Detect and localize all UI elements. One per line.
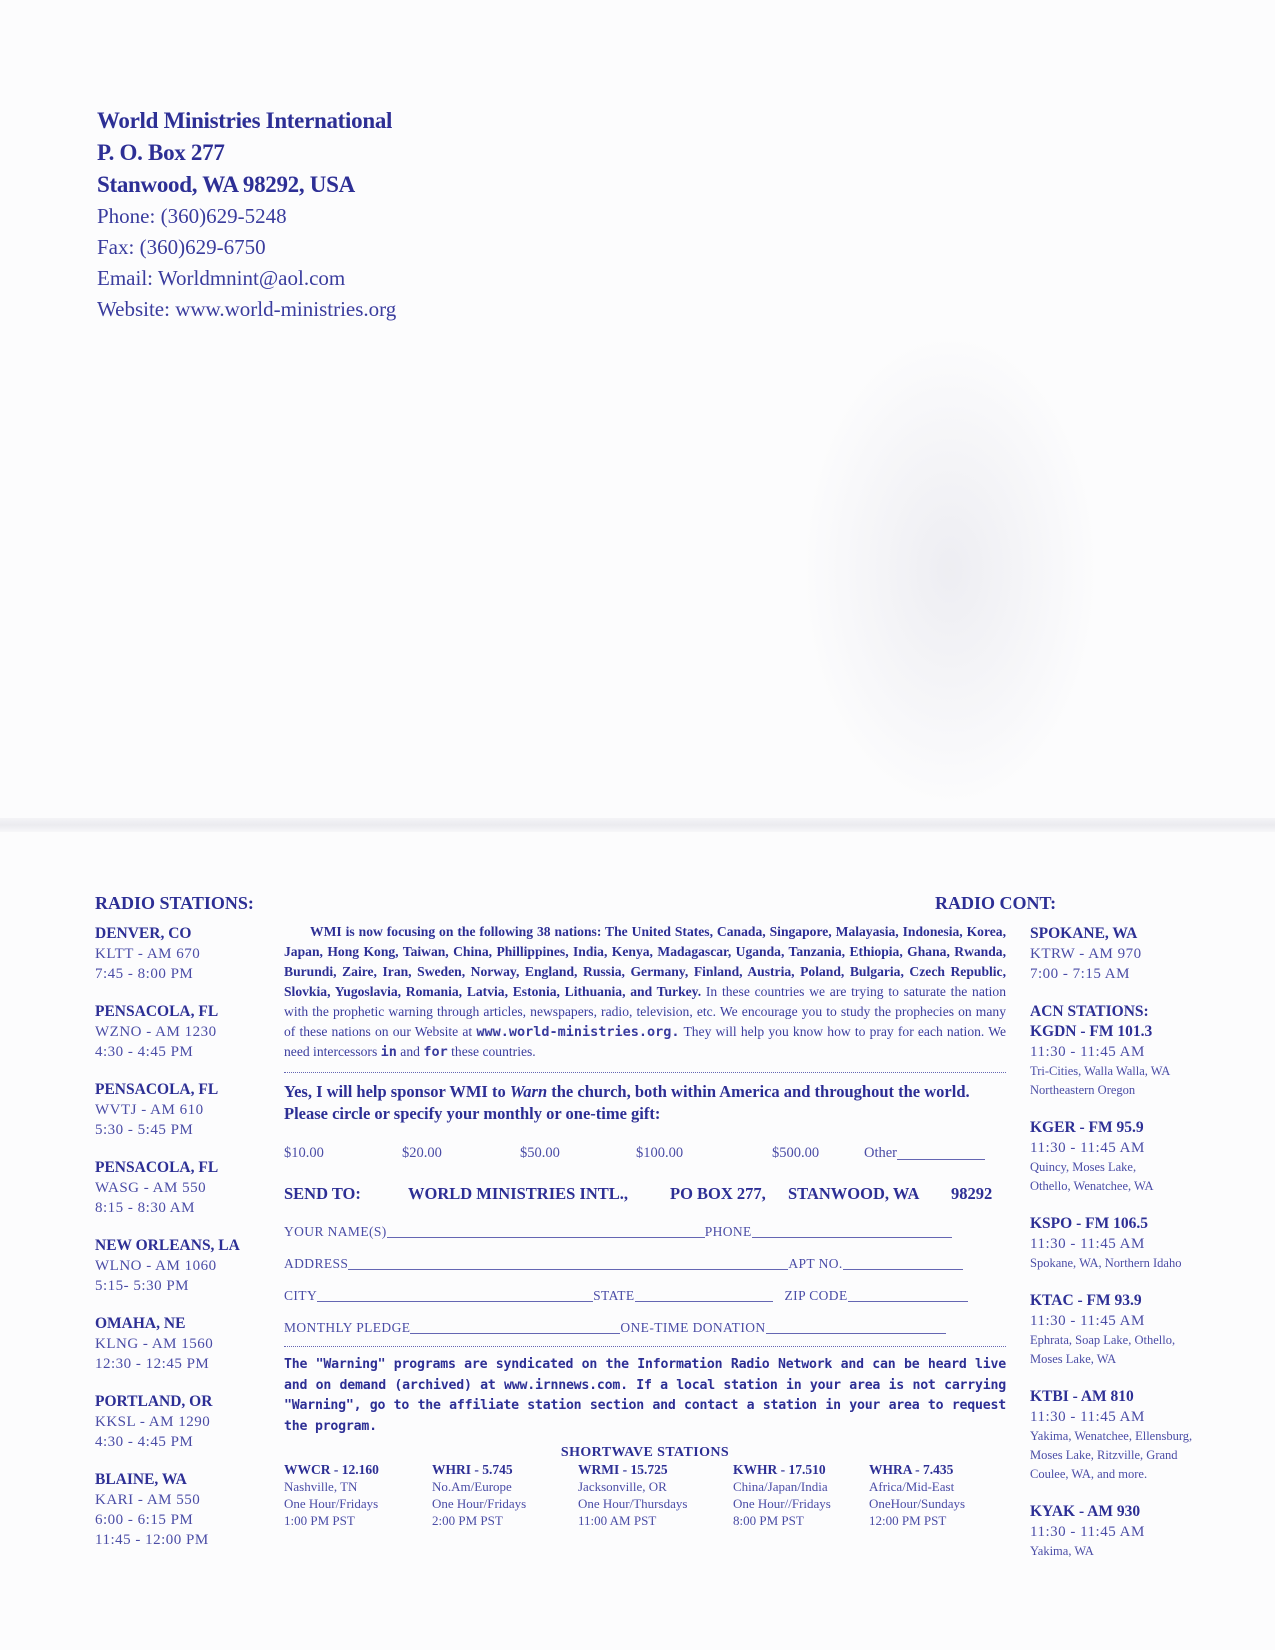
- focus-nations: WMI is now focusing on the following 38 nations: The United States, Canada, Singapore, Malayasia, Indonesia, Korea, Japan, Hong Kong, Taiwan, China, Phillippines, India, Kenya, Madagascar, Uganda, Tanzania, Ethiopia, Ghana, Rwanda, Burundi, Zaire, Iran, Sweden, Norway, England, Russia, Germany, Finland, Austria, Poland, Bulgaria, Czech Republic, Slovkia, Yugoslavia, Romania, Latvia, Estonia, Lithuania, and Turkey.: [284, 924, 1006, 999]
- focus-text: these countries.: [447, 1044, 536, 1059]
- station-time: 11:30 - 11:45 AM: [1030, 1044, 1145, 1060]
- send-to-label: SEND TO:: [284, 1184, 361, 1203]
- form-row-city: [284, 1286, 1006, 1304]
- station-item: [1030, 1118, 1230, 1196]
- amount-option[interactable]: $20.00: [402, 1145, 442, 1161]
- station-time: 11:30 - 11:45 AM: [1030, 1236, 1145, 1252]
- sw-name: WHRA - 7.435: [869, 1462, 954, 1477]
- address-label: ADDRESS: [284, 1256, 349, 1271]
- station-city: BLAINE, WA: [95, 1471, 187, 1488]
- state-field[interactable]: [635, 1287, 773, 1302]
- station-time: 11:30 - 11:45 AM: [1030, 1524, 1145, 1540]
- sw-sched: One Hour/Fridays: [284, 1496, 379, 1511]
- sponsor-warn: Warn: [509, 1082, 548, 1101]
- shortwave-list: [284, 1461, 1006, 1529]
- zip-label: ZIP CODE: [784, 1288, 848, 1303]
- station-time: 11:30 - 11:45 AM: [1030, 1409, 1145, 1425]
- station-time: 11:30 - 11:45 AM: [1030, 1140, 1145, 1156]
- send-to-zip: 98292: [951, 1184, 993, 1203]
- sw-time: 11:00 AM PST: [578, 1513, 657, 1528]
- onetime-field[interactable]: [766, 1319, 946, 1334]
- send-to-box: PO BOX 277,: [670, 1184, 766, 1203]
- dotted-divider: [284, 1346, 1006, 1347]
- amount-option[interactable]: $10.00: [284, 1145, 324, 1161]
- form-row-donation: [284, 1318, 1006, 1336]
- station-call: WLNO - AM 1060: [95, 1258, 217, 1274]
- station-time: 7:00 - 7:15 AM: [1030, 966, 1130, 982]
- name-label: YOUR NAME(S): [284, 1224, 387, 1239]
- phone: Phone: (360)629-5248: [97, 204, 287, 228]
- station-time: 7:45 - 8:00 PM: [95, 966, 194, 982]
- paper-shadow: [800, 330, 1100, 810]
- station-area: Tri-Cities, Walla Walla, WA: [1030, 1064, 1171, 1078]
- station-area: Ephrata, Soap Lake, Othello,: [1030, 1333, 1176, 1347]
- station-area: Moses Lake, Ritzville, Grand: [1030, 1448, 1178, 1462]
- station-call: KLTT - AM 670: [95, 946, 201, 962]
- station-time: 4:30 - 4:45 PM: [95, 1434, 194, 1450]
- station-item: [95, 1002, 275, 1062]
- name-field[interactable]: [387, 1223, 705, 1238]
- warning-paragraph: The "Warning" programs are syndicated on the Information Radio Network and can be heard live and on demand (archived) at www.irnnews.com. If a local station in your area is not carrying "Warning", go to the affiliate station section and contact a station in your area to request the program.: [284, 1357, 1006, 1434]
- station-call: KYAK - AM 930: [1030, 1503, 1141, 1520]
- center-content: [284, 922, 1006, 1529]
- station-call: KGER - FM 95.9: [1030, 1119, 1144, 1136]
- sw-loc: No.Am/Europe: [432, 1479, 512, 1494]
- sw-loc: Jacksonville, OR: [578, 1479, 667, 1494]
- sw-sched: One Hour//Fridays: [733, 1496, 831, 1511]
- station-item: [95, 1158, 275, 1218]
- station-time: 8:15 - 8:30 AM: [95, 1200, 195, 1216]
- zip-field[interactable]: [848, 1287, 968, 1302]
- station-city: ACN STATIONS:: [1030, 1003, 1149, 1020]
- org-name: World Ministries International: [97, 108, 393, 133]
- station-item: [1030, 1291, 1230, 1369]
- station-city: OMAHA, NE: [95, 1315, 186, 1332]
- sw-name: WRMI - 15.725: [578, 1462, 668, 1477]
- sw-time: 2:00 PM PST: [432, 1513, 503, 1528]
- station-city: NEW ORLEANS, LA: [95, 1237, 240, 1254]
- station-city: PENSACOLA, FL: [95, 1159, 219, 1176]
- station-call: KTBI - AM 810: [1030, 1388, 1134, 1405]
- focus-paragraph: [284, 922, 1006, 1062]
- fax: Fax: (360)629-6750: [97, 235, 266, 259]
- send-to-city: STANWOOD, WA: [788, 1184, 920, 1203]
- city-line: Stanwood, WA 98292, USA: [97, 172, 355, 197]
- other-label: Other: [864, 1145, 898, 1161]
- shortwave-item: [733, 1461, 869, 1529]
- right-station-list: [1030, 924, 1230, 1579]
- station-city: DENVER, CO: [95, 925, 192, 942]
- fold-line: [0, 818, 1275, 832]
- station-call: WZNO - AM 1230: [95, 1024, 217, 1040]
- gift-amounts: [284, 1145, 1006, 1162]
- po-box: P. O. Box 277: [97, 140, 225, 165]
- website: Website: www.world-ministries.org: [97, 297, 397, 321]
- station-item: [1030, 1002, 1230, 1100]
- focus-text: and: [396, 1044, 424, 1059]
- station-time: 11:45 - 12:00 PM: [95, 1532, 209, 1548]
- station-city: SPOKANE, WA: [1030, 925, 1138, 942]
- station-item: [95, 924, 275, 984]
- address-field[interactable]: [348, 1255, 788, 1270]
- shortwave-item: [432, 1461, 578, 1529]
- apt-field[interactable]: [843, 1255, 963, 1270]
- onetime-label: ONE-TIME DONATION: [620, 1320, 766, 1335]
- sw-loc: Nashville, TN: [284, 1479, 358, 1494]
- station-area: Quincy, Moses Lake,: [1030, 1160, 1137, 1174]
- send-to-name: WORLD MINISTRIES INTL.,: [408, 1184, 629, 1203]
- station-call: KLNG - AM 1560: [95, 1336, 214, 1352]
- station-time: 4:30 - 4:45 PM: [95, 1044, 194, 1060]
- station-item: [95, 1314, 275, 1374]
- sponsor-after: the church, both within America and throughout the world. Please circle or specify your monthly or one-time gift:: [284, 1082, 970, 1123]
- sw-sched: OneHour/Sundays: [869, 1496, 966, 1511]
- station-item: [1030, 1214, 1230, 1273]
- station-call: KSPO - FM 106.5: [1030, 1215, 1148, 1232]
- station-call: WASG - AM 550: [95, 1180, 207, 1196]
- phone-field[interactable]: [752, 1223, 952, 1238]
- station-area: Yakima, WA: [1030, 1544, 1094, 1558]
- station-item: [1030, 1387, 1230, 1484]
- form-row-address: [284, 1254, 1006, 1272]
- station-item: [95, 1236, 275, 1296]
- focus-website[interactable]: www.world-ministries.org.: [476, 1024, 680, 1040]
- station-item: [95, 1080, 275, 1140]
- focus-text: In these countries we are trying to saturate the nation with the prophetic warning through articles, newspapers, radio, television, etc. We encourage you to study the prophecies on many of these nations on our Website at: [284, 984, 1006, 1039]
- sw-sched: One Hour/Thursdays: [578, 1496, 688, 1511]
- left-station-list: [95, 924, 275, 1568]
- station-area: Othello, Wenatchee, WA: [1030, 1179, 1154, 1193]
- sw-name: KWHR - 17.510: [733, 1462, 826, 1477]
- shortwave-title: SHORTWAVE STATIONS: [560, 1445, 730, 1460]
- station-call: KTRW - AM 970: [1030, 946, 1142, 962]
- focus-for: for: [423, 1044, 448, 1060]
- station-time: 5:15- 5:30 PM: [95, 1278, 190, 1294]
- station-area: Yakima, Wenatchee, Ellensburg,: [1030, 1429, 1193, 1443]
- sw-sched: One Hour/Fridays: [432, 1496, 527, 1511]
- station-call: KGDN - FM 101.3: [1030, 1023, 1153, 1040]
- station-area: Northeastern Oregon: [1030, 1083, 1136, 1097]
- amount-option[interactable]: $50.00: [520, 1145, 560, 1161]
- sw-name: WWCR - 12.160: [284, 1462, 379, 1477]
- amount-option[interactable]: $100.00: [636, 1145, 684, 1161]
- station-call: KKSL - AM 1290: [95, 1414, 211, 1430]
- sw-time: 1:00 PM PST: [284, 1513, 355, 1528]
- station-city: PENSACOLA, FL: [95, 1081, 219, 1098]
- monthly-label: MONTHLY PLEDGE: [284, 1320, 411, 1335]
- station-area: Spokane, WA, Northern Idaho: [1030, 1256, 1182, 1270]
- station-time: 12:30 - 12:45 PM: [95, 1356, 210, 1372]
- sw-loc: China/Japan/India: [733, 1479, 828, 1494]
- city-field[interactable]: [317, 1287, 593, 1302]
- station-item: [95, 1470, 275, 1550]
- monthly-field[interactable]: [410, 1319, 620, 1334]
- email: Email: Worldmnint@aol.com: [97, 266, 346, 290]
- sw-time: 12:00 PM PST: [869, 1513, 947, 1528]
- shortwave-item: [869, 1461, 999, 1529]
- station-time: 11:30 - 11:45 AM: [1030, 1313, 1145, 1329]
- phone-label: PHONE: [704, 1224, 752, 1239]
- station-area: Coulee, WA, and more.: [1030, 1467, 1148, 1481]
- return-address: [97, 105, 396, 325]
- station-call: KARI - AM 550: [95, 1492, 201, 1508]
- sponsor-text: [284, 1081, 1006, 1125]
- station-city: PENSACOLA, FL: [95, 1003, 219, 1020]
- other-amount-field[interactable]: [897, 1145, 985, 1160]
- state-label: STATE: [593, 1288, 635, 1303]
- send-to-line: [284, 1184, 1006, 1204]
- radio-cont-header: RADIO CONT:: [935, 893, 1057, 913]
- radio-stations-header: RADIO STATIONS:: [95, 893, 254, 913]
- shortwave-item: [284, 1461, 432, 1529]
- sw-loc: Africa/Mid-East: [869, 1479, 955, 1494]
- city-label: CITY: [284, 1288, 318, 1303]
- station-time: 6:00 - 6:15 PM: [95, 1512, 194, 1528]
- station-area: Moses Lake, WA: [1030, 1352, 1117, 1366]
- form-row-name: [284, 1222, 1006, 1240]
- station-item: [1030, 924, 1230, 984]
- focus-in: in: [380, 1044, 397, 1060]
- sw-time: 8:00 PM PST: [733, 1513, 804, 1528]
- sponsor-before: Yes, I will help sponsor WMI to: [284, 1082, 510, 1101]
- station-city: PORTLAND, OR: [95, 1393, 213, 1410]
- dotted-divider: [284, 1072, 1006, 1073]
- shortwave-item: [578, 1461, 733, 1529]
- apt-label: APT NO.: [788, 1256, 843, 1271]
- station-call: KTAC - FM 93.9: [1030, 1292, 1142, 1309]
- focus-text: They will help you know how to pray for each nation. We need intercessors: [284, 1024, 1006, 1059]
- station-item: [1030, 1502, 1230, 1561]
- station-item: [95, 1392, 275, 1452]
- station-call: WVTJ - AM 610: [95, 1102, 204, 1118]
- station-time: 5:30 - 5:45 PM: [95, 1122, 194, 1138]
- amount-option[interactable]: $500.00: [772, 1145, 820, 1161]
- sw-name: WHRI - 5.745: [432, 1462, 513, 1477]
